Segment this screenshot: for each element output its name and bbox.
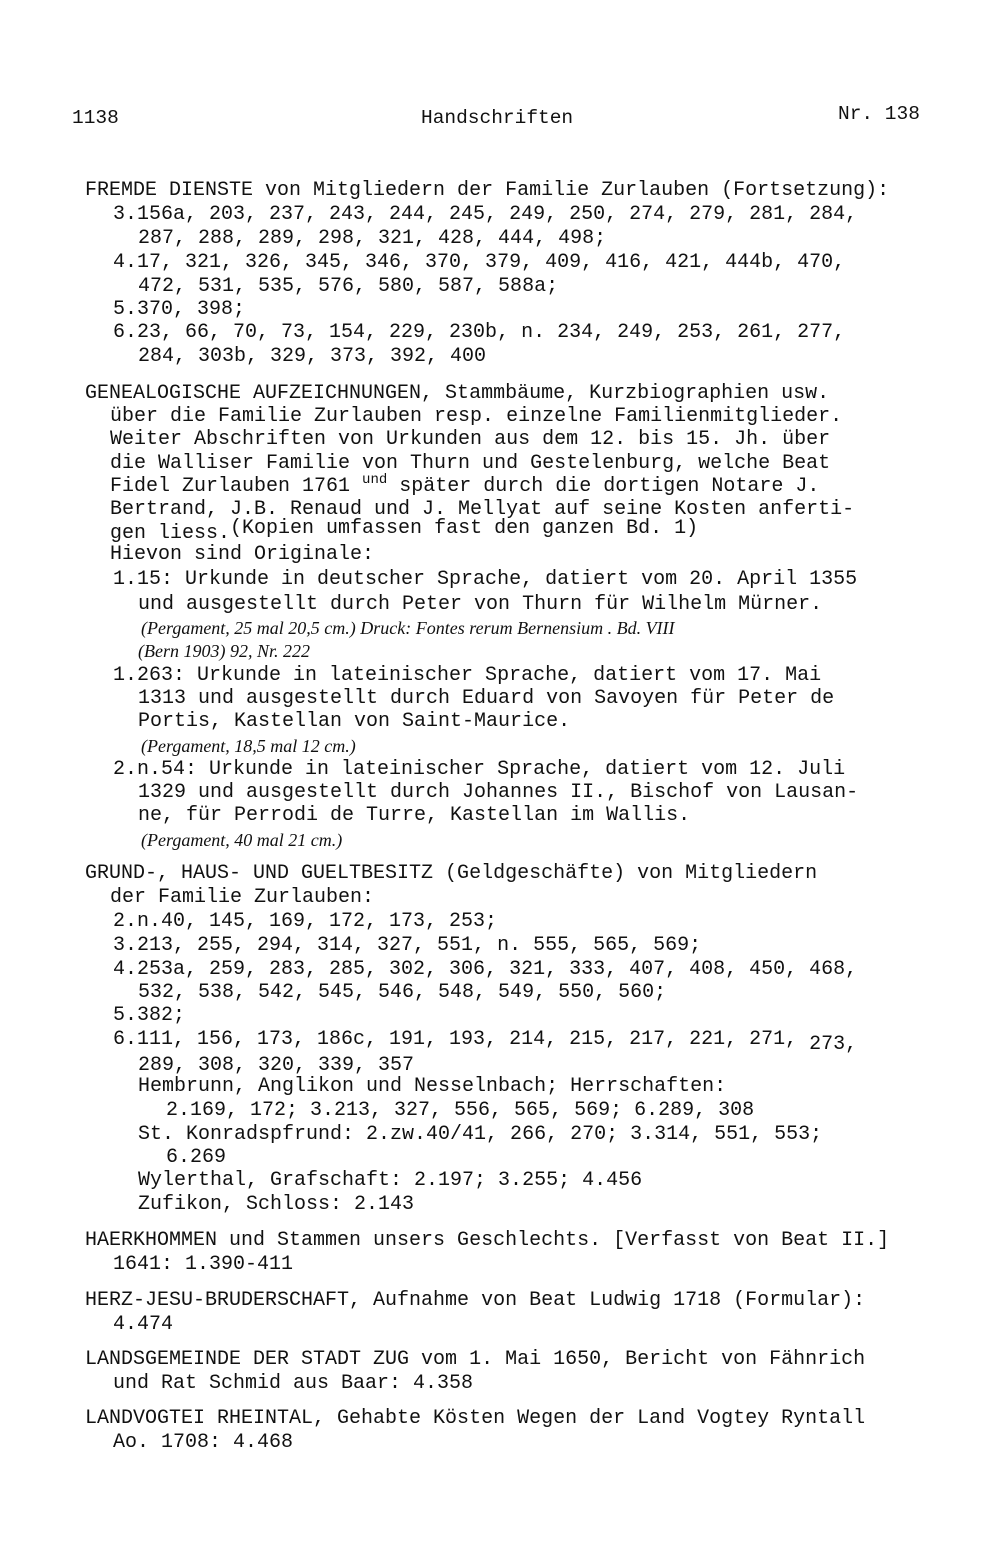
entry-line-part: 273, xyxy=(809,1033,858,1056)
entry-line: GENEALOGISCHE AUFZEICHNUNGEN, Stammbäume, Kurzbiographien usw. xyxy=(85,382,830,405)
entry-line-part: 6.111, 156, 173, 186c, 191, 193, 214, 215, 217, 221, 271, xyxy=(113,1028,810,1051)
entry-line: 4.17, 321, 326, 345, 346, 370, 379, 409, 416, 421, 444b, 470, xyxy=(113,251,846,274)
entry-line: und Rat Schmid aus Baar: 4.358 xyxy=(113,1372,474,1395)
entry-line: 5.370, 398; xyxy=(113,298,246,321)
entry-line: LANDSGEMEINDE DER STADT ZUG vom 1. Mai 1650, Bericht von Fähnrich xyxy=(85,1348,866,1371)
entry-line: 284, 303b, 329, 373, 392, 400 xyxy=(138,345,487,368)
entry-line xyxy=(110,472,820,500)
entry-line: HERZ-JESU-BRUDERSCHAFT, Aufnahme von Beat Ludwig 1718 (Formular): xyxy=(85,1289,866,1312)
entry-line: Zufikon, Schloss: 2.143 xyxy=(138,1193,415,1216)
entry-line xyxy=(113,1028,858,1056)
entry-line-part: (Kopien umfassen fast den ganzen Bd. 1) xyxy=(230,517,699,540)
entry-line: 289, 308, 320, 339, 357 xyxy=(138,1054,415,1077)
entry-line: GRUND-, HAUS- UND GUELTBESITZ (Geldgeschäfte) von Mitgliedern xyxy=(85,862,818,885)
entry-line: Ao. 1708: 4.468 xyxy=(113,1431,294,1454)
entry-line: der Familie Zurlauben: xyxy=(110,886,375,909)
handwritten-note: (Pergament, 25 mal 20,5 cm.) Druck: Fontes rerum Bernensium . Bd. VIII xyxy=(141,618,675,638)
entry-line: St. Konradspfrund: 2.zw.40/41, 266, 270; 3.314, 551, 553; xyxy=(138,1123,823,1146)
handwritten-note: (Pergament, 40 mal 21 cm.) xyxy=(141,830,343,850)
entry-line: 1313 und ausgestellt durch Eduard von Savoyen für Peter de xyxy=(138,687,835,710)
entry-line: ne, für Perrodi de Turre, Kastellan im Wallis. xyxy=(138,804,691,827)
entry-line: 287, 288, 289, 298, 321, 428, 444, 498; xyxy=(138,227,607,250)
entry-line-part: später durch die dortigen Notare J. xyxy=(387,475,820,498)
entry-line: 6.23, 66, 70, 73, 154, 229, 230b, n. 234, 249, 253, 261, 277, xyxy=(113,321,846,344)
entry-line: die Walliser Familie von Thurn und Gestelenburg, welche Beat xyxy=(110,452,831,475)
entry-line: HAERKHOMMEN und Stammen unsers Geschlechts. [Verfasst von Beat II.] xyxy=(85,1229,890,1252)
entry-line xyxy=(110,517,699,545)
entry-line: 472, 531, 535, 576, 580, 587, 588a; xyxy=(138,275,559,298)
entry-line: Portis, Kastellan von Saint-Maurice. xyxy=(138,710,571,733)
entry-line-part: Fidel Zurlauben 1761 xyxy=(110,475,363,498)
entry-line: 2.169, 172; 3.213, 327, 556, 565, 569; 6.289, 308 xyxy=(166,1099,755,1122)
entry-line: 6.269 xyxy=(166,1146,227,1169)
entry-line: Weiter Abschriften von Urkunden aus dem 12. bis 15. Jh. über xyxy=(110,428,831,451)
entry-line: 3.213, 255, 294, 314, 327, 551, n. 555, 565, 569; xyxy=(113,934,702,957)
entry-line-part: gen liess. xyxy=(110,522,231,545)
entry-number: Nr. 138 xyxy=(838,103,920,125)
handwritten-note: (Pergament, 18,5 mal 12 cm.) xyxy=(141,736,356,756)
page-number: 1138 xyxy=(72,107,119,129)
entry-line: 4.474 xyxy=(113,1313,174,1336)
entry-line: und ausgestellt durch Peter von Thurn für Wilhelm Mürner. xyxy=(138,593,823,616)
entry-line: 1.263: Urkunde in lateinischer Sprache, datiert vom 17. Mai xyxy=(113,664,822,687)
entry-line: 2.n.54: Urkunde in lateinischer Sprache, datiert vom 12. Juli xyxy=(113,758,846,781)
entry-line: 3.156a, 203, 237, 243, 244, 245, 249, 250, 274, 279, 281, 284, xyxy=(113,203,858,226)
entry-line: 1329 und ausgestellt durch Johannes II., Bischof von Lausan- xyxy=(138,781,859,804)
running-title: Handschriften xyxy=(421,107,574,129)
entry-line: 2.n.40, 145, 169, 172, 173, 253; xyxy=(113,910,498,933)
entry-line: 1641: 1.390-411 xyxy=(113,1253,294,1276)
entry-line: 1.15: Urkunde in deutscher Sprache, datiert vom 20. April 1355 xyxy=(113,568,858,591)
entry-line: Bertrand, J.B. Renaud und J. Mellyat auf seine Kosten anferti- xyxy=(110,498,855,521)
entry-line: 5.382; xyxy=(113,1004,186,1027)
entry-line: 532, 538, 542, 545, 546, 548, 549, 550, 560; xyxy=(138,981,667,1004)
entry-line: Wylerthal, Grafschaft: 2.197; 3.255; 4.456 xyxy=(138,1169,643,1192)
handwritten-note: (Bern 1903) 92, Nr. 222 xyxy=(138,641,310,661)
superscript-text: und xyxy=(362,472,388,488)
entry-line: Hievon sind Originale: xyxy=(110,543,375,566)
entry-line: FREMDE DIENSTE von Mitgliedern der Familie Zurlauben (Fortsetzung): xyxy=(85,179,890,202)
entry-line: über die Familie Zurlauben resp. einzelne Familienmitglieder. xyxy=(110,405,843,428)
entry-line: Hembrunn, Anglikon und Nesselnbach; Herrschaften: xyxy=(138,1075,727,1098)
entry-line: 4.253a, 259, 283, 285, 302, 306, 321, 333, 407, 408, 450, 468, xyxy=(113,958,858,981)
entry-line: LANDVOGTEI RHEINTAL, Gehabte Kösten Wegen der Land Vogtey Ryntall xyxy=(85,1407,866,1430)
